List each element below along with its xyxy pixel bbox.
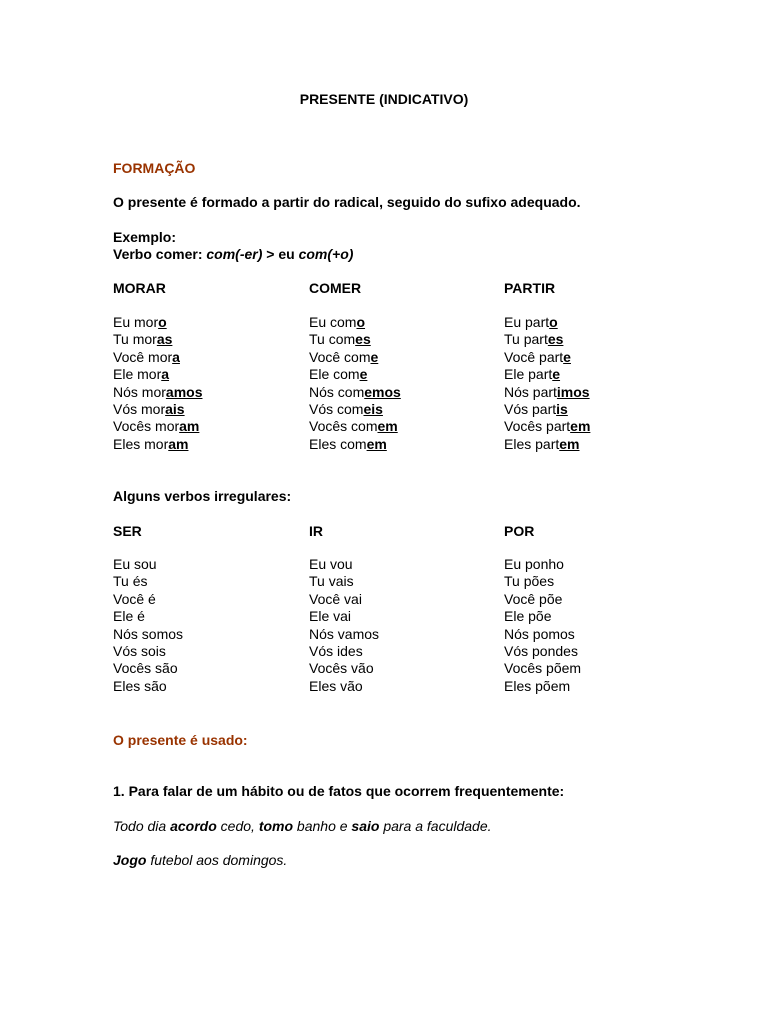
conjugation-line	[504, 401, 590, 418]
conjugation-line	[309, 418, 401, 435]
conjugation-line	[113, 401, 202, 418]
conj-ending: em	[559, 435, 580, 452]
conjugation-line	[309, 331, 401, 348]
conj-stem: Vocês mor	[113, 418, 180, 435]
conjugation-line	[504, 384, 590, 401]
example-label: Exemplo:	[113, 229, 177, 245]
conjugation-line: Nós pomos	[504, 625, 575, 642]
uso-heading: O presente é usado:	[113, 732, 248, 748]
conjugation-line	[113, 331, 202, 348]
conjugation-line: Eles põem	[504, 677, 571, 694]
conj-ending: o	[549, 314, 558, 330]
conj-stem: Vós mor	[113, 400, 166, 417]
irregular-column-ir	[309, 523, 379, 695]
conjugation-line	[113, 418, 202, 435]
conj-stem: Ele com	[309, 366, 360, 383]
conj-ending: am	[168, 435, 189, 452]
conj-ending: eis	[363, 400, 383, 417]
conjugation-line: Você é	[113, 590, 156, 607]
conj-ending: em	[366, 435, 387, 452]
conj-stem: Nós mor	[113, 383, 166, 400]
sentence-verb: Jogo	[113, 852, 147, 868]
sentence-verb: acordo	[170, 818, 217, 834]
sentence-text: Todo dia	[113, 818, 171, 834]
example-mid: > eu	[262, 246, 299, 262]
conjugation-list	[309, 556, 379, 695]
conjugation-line: Vós ides	[309, 642, 363, 659]
example-result: com(+o)	[298, 246, 354, 262]
conjugation-line: Eu vou	[309, 556, 353, 572]
conjugation-list	[504, 556, 581, 695]
conj-stem: Ele mor	[113, 366, 162, 383]
conj-stem: Você com	[309, 348, 371, 365]
conj-stem: Vocês part	[504, 418, 571, 435]
conjugation-line: Você vai	[309, 590, 362, 607]
conjugation-line: Tu és	[113, 573, 148, 590]
irregular-column-ser	[113, 523, 183, 695]
conj-ending: e	[552, 366, 561, 383]
conj-stem: Tu mor	[113, 331, 157, 348]
conj-ending: emos	[364, 383, 401, 400]
conjugation-line: Vós pondes	[504, 642, 578, 659]
regular-column-morar	[113, 280, 202, 453]
conjugation-line: Eu ponho	[504, 556, 564, 572]
example-line	[113, 246, 353, 262]
conj-ending: ais	[165, 400, 185, 417]
conj-ending: is	[556, 400, 568, 417]
conjugation-line: Tu vais	[309, 573, 354, 590]
conjugation-line: Ele põe	[504, 608, 552, 625]
conj-stem: Tu part	[504, 331, 548, 348]
sentence-verb: saio	[351, 818, 380, 834]
example-sentence-1	[113, 818, 492, 834]
conjugation-line: Tu pões	[504, 573, 555, 590]
conjugation-list	[113, 314, 202, 453]
verb-heading: PARTIR	[504, 280, 556, 296]
conj-stem: Nós com	[309, 383, 365, 400]
conj-stem: Tu com	[309, 331, 356, 348]
conjugation-line	[309, 366, 401, 383]
conjugation-line: Vocês põem	[504, 660, 582, 677]
conj-ending: em	[570, 418, 591, 435]
conj-stem: Eles mor	[113, 435, 169, 452]
conjugation-line: Nós vamos	[309, 625, 380, 642]
conj-ending: es	[547, 331, 564, 348]
conjugation-line	[504, 349, 590, 366]
conj-ending: a	[161, 366, 170, 383]
conj-stem: Nós part	[504, 383, 557, 400]
conj-ending: e	[359, 366, 368, 383]
sentence-text: cedo,	[216, 818, 259, 834]
conj-stem: Eu mor	[113, 314, 159, 330]
sentence-verb: tomo	[258, 818, 294, 834]
conjugation-line: Vós sois	[113, 642, 166, 659]
conj-stem: Eles part	[504, 435, 560, 452]
conj-stem: Eles com	[309, 435, 367, 452]
conjugation-line	[309, 401, 401, 418]
example-sentence-2	[113, 852, 287, 868]
irregular-column-por	[504, 523, 581, 695]
page-title: PRESENTE (INDICATIVO)	[299, 91, 469, 107]
conjugation-line	[113, 384, 202, 401]
conjugation-line	[504, 314, 590, 331]
conjugation-line	[309, 314, 401, 331]
conj-ending: imos	[556, 383, 590, 400]
example-prefix: Verbo comer:	[113, 246, 207, 262]
conjugation-line	[113, 314, 202, 331]
conj-stem: Vocês com	[309, 418, 378, 435]
conjugation-line	[504, 436, 590, 453]
uso-item-1: 1. Para falar de um hábito ou de fatos que ocorrem frequentemente:	[113, 783, 565, 799]
conjugation-line	[504, 418, 590, 435]
irregular-heading: Alguns verbos irregulares:	[113, 488, 292, 504]
conj-stem: Você part	[504, 348, 564, 365]
example-radical: com(-er)	[206, 246, 263, 262]
sentence-text: banho e	[293, 818, 352, 834]
conjugation-line	[309, 349, 401, 366]
verb-heading: SER	[113, 523, 142, 539]
conjugation-line: Ele vai	[309, 608, 352, 625]
conj-ending: e	[563, 348, 571, 365]
conj-stem: Eu part	[504, 314, 550, 330]
conj-ending: as	[156, 331, 173, 348]
conj-stem: Você mor	[113, 348, 173, 365]
conj-stem: Vós part	[504, 400, 557, 417]
regular-column-comer	[309, 280, 401, 453]
conjugation-line: Vocês são	[113, 660, 178, 677]
conj-ending: es	[355, 331, 371, 348]
conjugation-line	[113, 366, 202, 383]
conj-ending: a	[172, 348, 180, 365]
conj-stem: Eu com	[309, 314, 357, 330]
conjugation-line	[113, 349, 202, 366]
conjugation-line	[504, 366, 590, 383]
sentence-text: para a faculdade.	[379, 818, 492, 834]
sentence-text: futebol aos domingos.	[146, 852, 288, 868]
conjugation-line: Você põe	[504, 590, 563, 607]
conj-ending: e	[370, 348, 379, 365]
conjugation-list	[309, 314, 401, 453]
conj-ending: amos	[165, 383, 203, 400]
conj-stem: Ele part	[504, 366, 553, 383]
conj-ending: o	[356, 314, 366, 330]
conjugation-line	[113, 436, 202, 453]
formacao-intro: O presente é formado a partir do radical, seguido do sufixo adequado.	[113, 194, 581, 210]
conjugation-line	[309, 436, 401, 453]
verb-heading: COMER	[309, 280, 362, 296]
regular-column-partir	[504, 280, 590, 453]
conjugation-line: Vocês vão	[309, 660, 374, 677]
verb-heading: MORAR	[113, 280, 166, 296]
conjugation-line: Nós somos	[113, 625, 184, 642]
conj-stem: Vós com	[309, 400, 364, 417]
formacao-heading: FORMAÇÃO	[113, 160, 196, 176]
conjugation-list	[113, 556, 183, 695]
conjugation-line: Ele é	[113, 608, 145, 625]
conj-ending: em	[377, 418, 398, 435]
conjugation-line	[309, 384, 401, 401]
conjugation-list	[504, 314, 590, 453]
conjugation-line	[504, 331, 590, 348]
conj-ending: am	[179, 418, 200, 435]
verb-heading: IR	[309, 523, 323, 539]
conj-ending: o	[158, 314, 167, 330]
conjugation-line: Eles são	[113, 677, 167, 694]
conjugation-line: Eu sou	[113, 556, 157, 572]
conjugation-line: Eles vão	[309, 677, 363, 694]
verb-heading: POR	[504, 523, 535, 539]
